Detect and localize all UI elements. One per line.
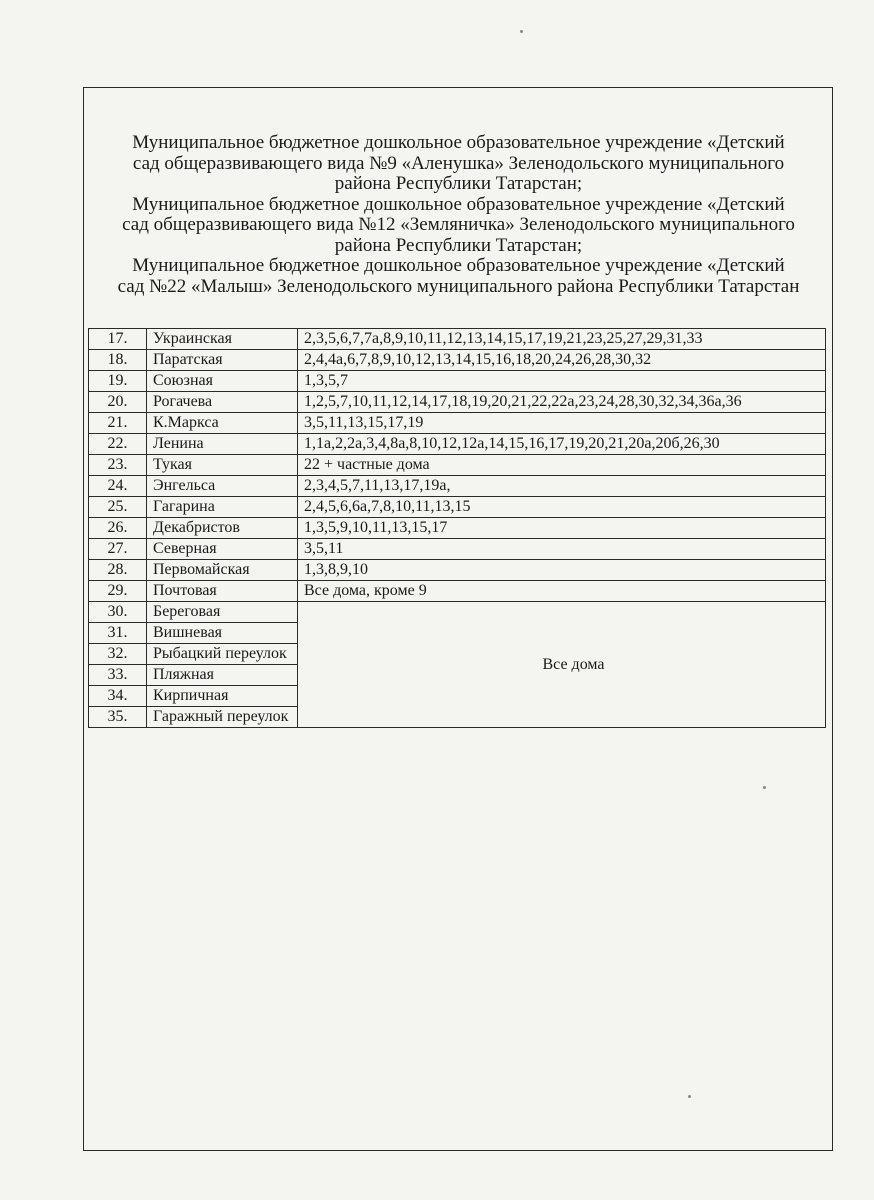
row-number: 26.: [89, 518, 147, 539]
scan-speck: [763, 786, 766, 789]
row-number: 33.: [89, 665, 147, 686]
house-numbers: 1,1а,2,2а,3,4,8а,8,10,12,12а,14,15,16,17,19,20,21,20а,20б,26,30: [298, 434, 826, 455]
header-line: сад №22 «Малыш» Зеленодольского муниципального района Республики Татарстан: [117, 275, 800, 297]
house-numbers: 2,4,5,6,6а,7,8,10,11,13,15: [298, 497, 826, 518]
street-name: Тукая: [147, 455, 298, 476]
house-numbers: 1,3,5,7: [298, 371, 826, 392]
table-row: [89, 413, 826, 434]
row-number: 24.: [89, 476, 147, 497]
row-number: 34.: [89, 686, 147, 707]
table-row: [89, 392, 826, 413]
house-numbers-merged: Все дома: [298, 602, 826, 728]
row-number: 25.: [89, 497, 147, 518]
street-name: Береговая: [147, 602, 298, 623]
row-number: 17.: [89, 329, 147, 350]
row-number: 21.: [89, 413, 147, 434]
row-number: 30.: [89, 602, 147, 623]
street-name: Гаражный переулок: [147, 707, 298, 728]
row-number: 31.: [89, 623, 147, 644]
streets-table: [88, 328, 826, 728]
house-numbers: 1,3,8,9,10: [298, 560, 826, 581]
row-number: 23.: [89, 455, 147, 476]
row-number: 32.: [89, 644, 147, 665]
street-name: Почтовая: [147, 581, 298, 602]
house-numbers: 22 + частные дома: [298, 455, 826, 476]
table-row: [89, 350, 826, 371]
house-numbers: 2,3,5,6,7,7а,8,9,10,11,12,13,14,15,17,19,21,23,25,27,29,31,33: [298, 329, 826, 350]
row-number: 35.: [89, 707, 147, 728]
header-line: Муниципальное бюджетное дошкольное образовательное учреждение «Детский: [132, 255, 785, 276]
row-number: 22.: [89, 434, 147, 455]
street-name: Паратская: [147, 350, 298, 371]
scan-speck: [688, 1095, 691, 1098]
street-name: К.Маркса: [147, 413, 298, 434]
table-row: [89, 371, 826, 392]
street-name: Ленина: [147, 434, 298, 455]
house-numbers: 2,4,4а,6,7,8,9,10,12,13,14,15,16,18,20,24,26,28,30,32: [298, 350, 826, 371]
street-name: Кирпичная: [147, 686, 298, 707]
header-line: района Республики Татарстан;: [334, 234, 583, 256]
row-number: 28.: [89, 560, 147, 581]
house-numbers: Все дома, кроме 9: [298, 581, 826, 602]
street-name: Рогачева: [147, 392, 298, 413]
document-header: [95, 133, 822, 297]
street-name: Вишневая: [147, 623, 298, 644]
table-row: [89, 329, 826, 350]
street-name: Пляжная: [147, 665, 298, 686]
table-row: [89, 539, 826, 560]
header-line: района Республики Татарстан;: [334, 173, 583, 194]
street-name: Рыбацкий переулок: [147, 644, 298, 665]
table-row: [89, 560, 826, 581]
table-row: [89, 518, 826, 539]
table-row: [89, 602, 826, 623]
house-numbers: 1,2,5,7,10,11,12,14,17,18,19,20,21,22,22а,23,24,28,30,32,34,36а,36: [298, 392, 826, 413]
header-line: сад общеразвивающего вида №9 «Аленушка» Зеленодольского муниципального: [132, 152, 785, 174]
table-row: [89, 434, 826, 455]
street-name: Северная: [147, 539, 298, 560]
header-line: Муниципальное бюджетное дошкольное образовательное учреждение «Детский: [132, 132, 785, 153]
row-number: 18.: [89, 350, 147, 371]
street-name: Гагарина: [147, 497, 298, 518]
house-numbers: 3,5,11,13,15,17,19: [298, 413, 826, 434]
table-row: [89, 497, 826, 518]
street-name: Союзная: [147, 371, 298, 392]
header-line: Муниципальное бюджетное дошкольное образовательное учреждение «Детский: [132, 193, 785, 215]
header-line: сад общеразвивающего вида №12 «Земляничка» Зеленодольского муниципального: [122, 214, 795, 235]
table-row: [89, 455, 826, 476]
row-number: 20.: [89, 392, 147, 413]
row-number: 29.: [89, 581, 147, 602]
street-name: Энгельса: [147, 476, 298, 497]
street-name: Декабристов: [147, 518, 298, 539]
table-row: [89, 476, 826, 497]
table-row: [89, 581, 826, 602]
street-name: Первомайская: [147, 560, 298, 581]
house-numbers: 1,3,5,9,10,11,13,15,17: [298, 518, 826, 539]
row-number: 27.: [89, 539, 147, 560]
row-number: 19.: [89, 371, 147, 392]
house-numbers: 2,3,4,5,7,11,13,17,19а,: [298, 476, 826, 497]
street-name: Украинская: [147, 329, 298, 350]
house-numbers: 3,5,11: [298, 539, 826, 560]
scan-speck: [520, 30, 523, 33]
